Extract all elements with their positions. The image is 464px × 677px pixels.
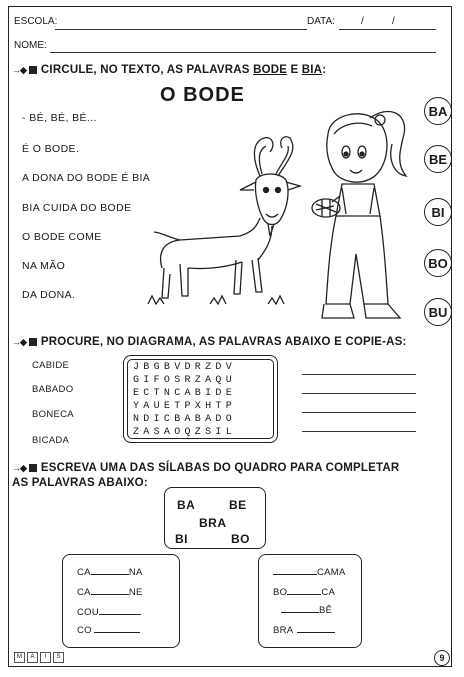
grid-row-5: NDICBABADO	[133, 414, 237, 425]
left-words-box	[62, 554, 180, 648]
school-label: ESCOLA:	[14, 16, 58, 27]
arrow-bullet-icon: →◆	[12, 65, 26, 75]
date-label: DATA:	[307, 16, 335, 27]
box-syllable-bo: BO	[231, 532, 250, 546]
square-bullet-icon	[29, 464, 37, 472]
fill-blank-1[interactable]	[91, 574, 129, 575]
story-line-7: DA DONA.	[22, 289, 76, 301]
grid-row-3: ECTNCABIDE	[133, 388, 237, 399]
girl-illustration	[300, 104, 420, 326]
fill-word-1	[77, 567, 143, 578]
story-title: O BODE	[160, 84, 245, 106]
goat-illustration	[140, 128, 305, 308]
fill-blank-3[interactable]	[99, 614, 141, 615]
box-syllable-be: BE	[229, 498, 247, 512]
footer-deco-logo	[14, 652, 64, 663]
target-word-bode: BODE	[253, 64, 288, 76]
search-word-2: BABADO	[32, 384, 74, 395]
footer-deco-letter-2: A	[27, 652, 38, 663]
fill-blank-6[interactable]	[287, 594, 321, 595]
copy-line-4[interactable]	[302, 431, 416, 432]
copy-line-3[interactable]	[302, 412, 416, 413]
fill-word-3	[77, 607, 141, 618]
story-line-3: A DONA DO BODE É BIA	[22, 172, 151, 184]
instruction2-text: PROCURE, NO DIAGRAMA, AS PALAVRAS ABAIXO E COPIE-AS:	[40, 336, 407, 348]
story-line-6: NA MÃO	[22, 260, 66, 272]
syllable-circle-bu: BU	[424, 298, 452, 326]
date-slash-2: /	[392, 16, 395, 27]
page-number: 9	[434, 650, 450, 666]
box-syllable-bra: BRA	[199, 516, 227, 530]
syllable-box	[164, 487, 266, 549]
arrow-bullet-icon: →◆	[12, 337, 26, 347]
footer-deco-letter-4: S	[53, 652, 64, 663]
fill-word-8-pre: BRA	[273, 625, 294, 636]
syllable-circle-bo: BO	[424, 249, 452, 277]
fill-word-2-post: NE	[128, 587, 143, 598]
section2-instruction	[12, 336, 407, 348]
fill-word-8	[273, 625, 335, 636]
fill-blank-2[interactable]	[91, 594, 129, 595]
search-word-3: BONECA	[32, 409, 74, 420]
fill-blank-7[interactable]	[281, 612, 319, 613]
story-line-1: - BÉ, BÉ, BÉ...	[22, 112, 97, 124]
fill-word-6-post: CA	[321, 587, 336, 598]
story-line-5: O BODE COME	[22, 231, 102, 243]
fill-blank-8[interactable]	[297, 632, 335, 633]
footer-deco-letter-3: I	[40, 652, 51, 663]
fill-word-7	[273, 605, 332, 616]
search-word-4: BICADA	[32, 435, 70, 446]
instruction1-conj: E	[287, 64, 302, 76]
section3-instruction-line2: AS PALAVRAS ABAIXO:	[12, 477, 148, 489]
name-label: NOME:	[14, 40, 47, 51]
story-line-4: BIA CUIDA DO BODE	[22, 202, 132, 214]
section3-instruction	[12, 462, 399, 474]
copy-line-1[interactable]	[302, 374, 416, 375]
search-word-1: CABIDE	[32, 360, 70, 371]
fill-blank-5[interactable]	[273, 574, 317, 575]
date-slash-1: /	[361, 16, 364, 27]
copy-line-2[interactable]	[302, 393, 416, 394]
fill-word-1-post: NA	[128, 567, 143, 578]
grid-row-2: GIFOSRZAQU	[133, 375, 237, 386]
fill-word-4-pre: CO	[77, 625, 92, 636]
right-words-box	[258, 554, 362, 648]
fill-word-6-pre: BO	[273, 587, 288, 598]
school-field[interactable]	[55, 29, 307, 30]
fill-word-3-pre: COU	[77, 607, 100, 618]
fill-word-2-pre: CA	[77, 587, 91, 598]
square-bullet-icon	[29, 338, 37, 346]
fill-blank-4[interactable]	[94, 632, 140, 633]
footer-deco-letter-1: M	[14, 652, 25, 663]
box-syllable-bi: BI	[175, 532, 188, 546]
syllable-circle-ba: BA	[424, 97, 452, 125]
fill-word-7-post: BÊ	[319, 605, 333, 616]
grid-row-6: ZASAOQZSIL	[133, 427, 237, 438]
fill-word-2	[77, 587, 143, 598]
date-field[interactable]	[339, 29, 436, 30]
arrow-bullet-icon: →◆	[12, 463, 26, 473]
fill-word-5-post: CAMA	[317, 567, 346, 578]
fill-word-5	[273, 567, 346, 578]
section1-instruction	[12, 64, 326, 76]
target-word-bia: BIA	[301, 64, 323, 76]
instruction1-text: CIRCULE, NO TEXTO, AS PALAVRAS	[40, 64, 254, 76]
square-bullet-icon	[29, 66, 37, 74]
name-field[interactable]	[50, 52, 436, 53]
fill-word-6	[273, 587, 335, 598]
box-syllable-ba: BA	[177, 498, 196, 512]
fill-word-4	[77, 625, 140, 636]
fill-word-1-pre: CA	[77, 567, 91, 578]
grid-row-1: JBGBVDRZDV	[133, 362, 237, 373]
grid-row-4: YAUETPXHTP	[133, 401, 237, 412]
syllable-circle-bi: BI	[424, 198, 452, 226]
story-line-2: É O BODE.	[22, 143, 80, 155]
word-search-grid	[123, 355, 278, 443]
instruction1-colon: :	[322, 64, 327, 76]
instruction3-text-1: ESCREVA UMA DAS SÍLABAS DO QUADRO PARA COMPLETAR	[40, 462, 400, 474]
syllable-circle-be: BE	[424, 145, 452, 173]
